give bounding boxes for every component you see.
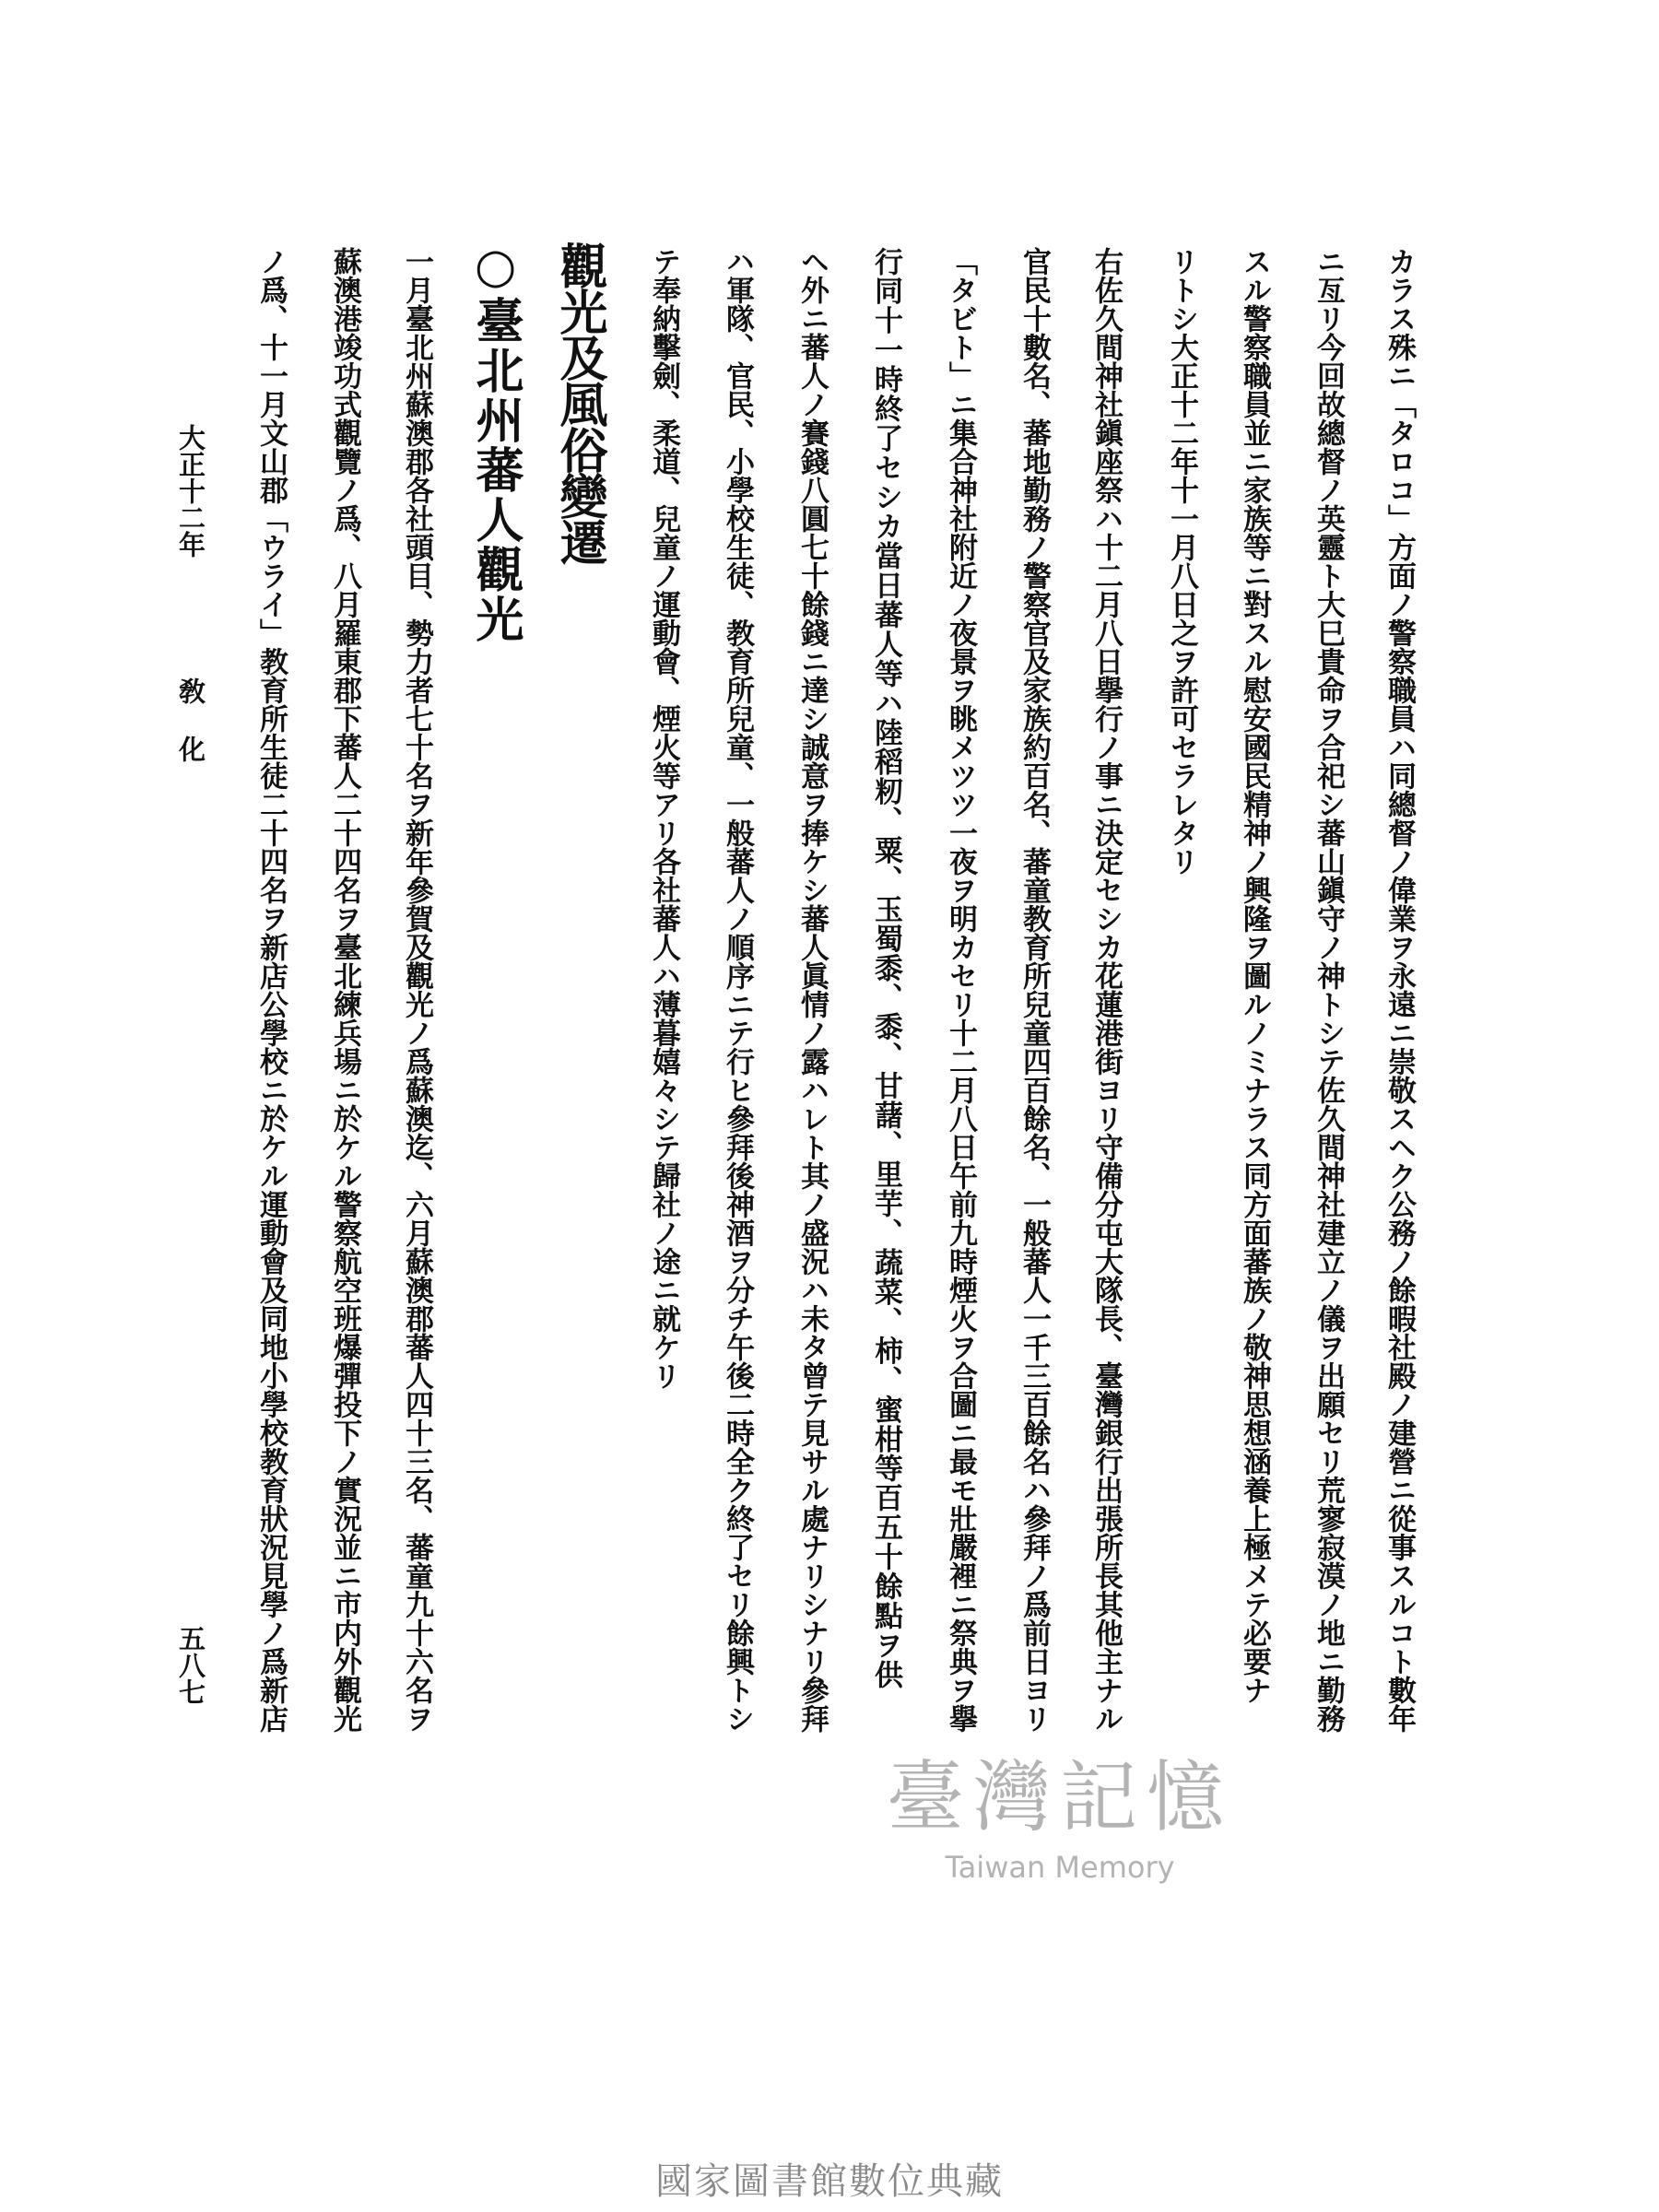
subsection-column-2: 蘇澳港竣功式觀覽ノ爲、八月羅東郡下蕃人二十四名ヲ臺北練兵場ニ於ケル警察航空班爆彈投下ノ實況並ニ市内外觀光 bbox=[328, 247, 361, 1733]
text-column-8: 行同十一時終了セシカ當日蕃人等ハ陸稻籾、粟、玉蜀黍、黍、甘藷、里芋、蔬菜、柿、蜜柑等百五十餘點ヲ供 bbox=[869, 247, 902, 1688]
section-title: 觀光及風俗變遷 bbox=[551, 241, 607, 564]
text-column-4: リトシ大正十二年十一月八日之ヲ許可セラレタリ bbox=[1165, 247, 1198, 876]
text-column-5: 右佐久間神社鎭座祭ハ十二月八日擧行ノ事ニ決定セシカ花蓮港街ヨリ守備分屯大隊長、臺灣銀行出張所長其他主ナル bbox=[1089, 247, 1123, 1733]
header-section-1: 敎 bbox=[175, 677, 206, 704]
watermark-english: Taiwan Memory bbox=[945, 1850, 1175, 1885]
text-column-9: ヘ外ニ蕃人ノ賽錢八圓七十餘錢ニ達シ誠意ヲ捧ケシ蕃人眞情ノ露ハレト其ノ盛況ハ未タ曾テ見サル處ナリシナリ參拜 bbox=[795, 247, 829, 1733]
text-column-2: ニ亙リ今回故總督ノ英靈ト大巳貴命ヲ合祀シ蕃山鎭守ノ神トシテ佐久間神社建立ノ儀ヲ出願セリ荒寥寂漠ノ地ニ勤務 bbox=[1312, 247, 1345, 1733]
text-column-1: カラス殊ニ「タロコ」方面ノ警察職員ハ同總督ノ偉業ヲ永遠ニ崇敬スヘク公務ノ餘暇社殿ノ建營ニ從事スルコト數年 bbox=[1382, 247, 1416, 1733]
watermark-logo bbox=[830, 1751, 1290, 1886]
header-section-2: 化 bbox=[175, 735, 206, 762]
subsection-title: ○臺北州蕃人觀光 bbox=[467, 238, 524, 644]
text-column-10: ハ軍隊、官民、小學校生徒、教育所兒童、一般蕃人ノ順序ニテ行ヒ參拜後神酒ヲ分チ午後二時全ク終了セリ餘興トシ bbox=[721, 247, 754, 1733]
subsection-column-3: ノ爲、十一月文山郡「ウライ」教育所生徒二十四名ヲ新店公學校ニ於ケル運動會及同地小學校教育狀況見學ノ爲新店 bbox=[254, 247, 288, 1733]
text-column-3: スル警察職員並ニ家族等ニ對スル慰安國民精神ノ興隆ヲ圖ルノミナラス同方面蕃族ノ敬神思想涵養上極メテ必要ナ bbox=[1238, 247, 1271, 1704]
page-number: 五八七 bbox=[175, 1625, 206, 1705]
header-year: 大正十二年 bbox=[175, 424, 206, 558]
footer-collection-label: 國家圖書館數位典藏 bbox=[655, 2160, 1004, 2203]
subsection-column-1: 一月臺北州蘇澳郡各社頭目、勢力者七十名ヲ新年參賀及觀光ノ爲蘇澳迄、六月蘇澳郡蕃人四十三名、蕃童九十六名ヲ bbox=[400, 247, 433, 1733]
watermark-chinese: 臺灣記憶 bbox=[886, 1752, 1233, 1842]
text-column-6: 官民十數名、蕃地勤務ノ警察官及家族約百名、蕃童教育所兒童四百餘名、一般蕃人一千三百餘名ハ參拜ノ爲前日ヨリ bbox=[1018, 247, 1051, 1733]
text-column-7: 「タビト」ニ集合神社附近ノ夜景ヲ眺メツツ一夜ヲ明カセリ十二月八日午前九時煙火ヲ合圖ニ最モ壯嚴裡ニ祭典ヲ擧 bbox=[944, 247, 977, 1733]
text-column-11: テ奉納擊劍、柔道、兒童ノ運動會、煙火等アリ各社蕃人ハ薄暮嬉々シテ歸社ノ途ニ就ケリ bbox=[647, 247, 680, 1390]
